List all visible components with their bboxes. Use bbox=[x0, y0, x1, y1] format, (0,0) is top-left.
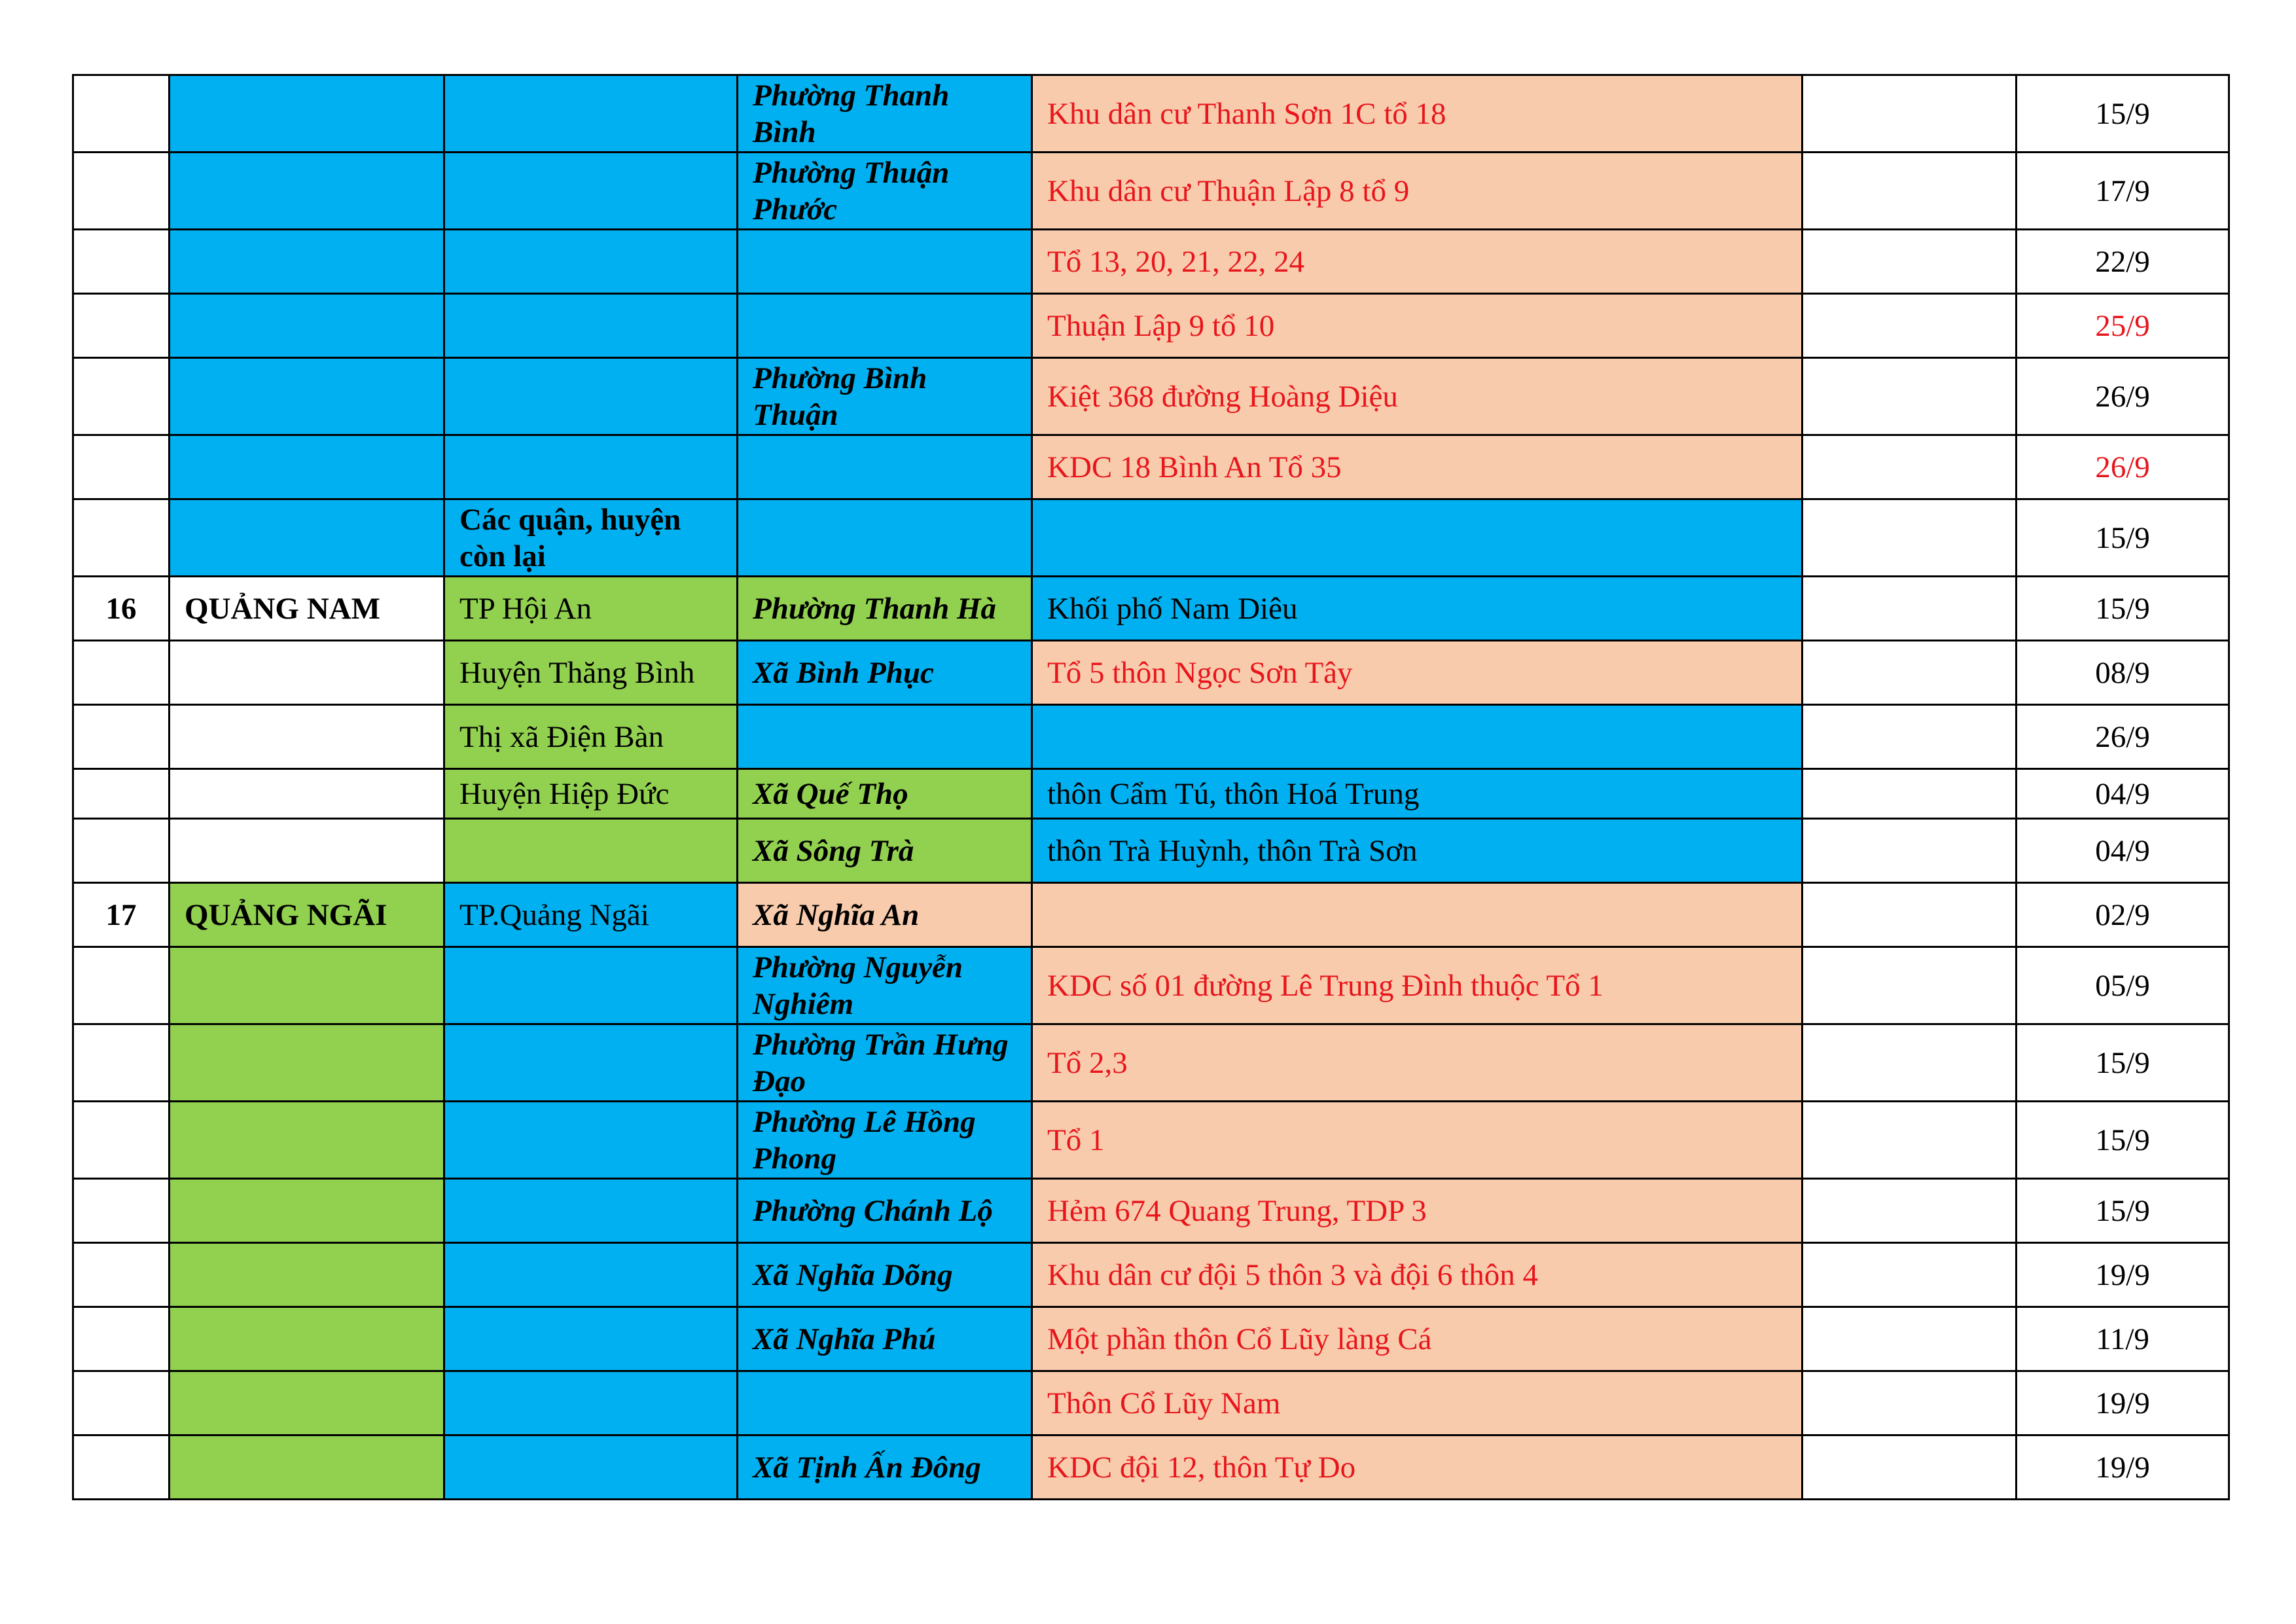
ward-cell: Xã Tịnh Ấn Đông bbox=[738, 1435, 1032, 1500]
area-cell: KDC đội 12, thôn Tự Do bbox=[1032, 1435, 1803, 1500]
empty-cell bbox=[1803, 435, 2017, 499]
area-cell: Một phần thôn Cổ Lũy làng Cá bbox=[1032, 1307, 1803, 1371]
date-cell: 25/9 bbox=[2017, 294, 2229, 358]
province-cell: QUẢNG NAM bbox=[170, 577, 444, 641]
district-cell bbox=[444, 153, 738, 230]
table-row bbox=[73, 499, 2229, 577]
table-row bbox=[73, 294, 2229, 358]
table-row bbox=[73, 1102, 2229, 1179]
table-row bbox=[73, 1435, 2229, 1500]
row-number bbox=[73, 1179, 170, 1243]
ward-cell bbox=[738, 435, 1032, 499]
table-row bbox=[73, 641, 2229, 705]
table-row bbox=[73, 1307, 2229, 1371]
district-cell bbox=[444, 294, 738, 358]
area-cell: Khối phố Nam Diêu bbox=[1032, 577, 1803, 641]
province-cell: QUẢNG NGÃI bbox=[170, 883, 444, 947]
area-cell: Khu dân cư Thanh Sơn 1C tổ 18 bbox=[1032, 75, 1803, 153]
empty-cell bbox=[1803, 294, 2017, 358]
table-row bbox=[73, 1371, 2229, 1435]
row-number bbox=[73, 230, 170, 294]
empty-cell bbox=[1803, 1243, 2017, 1307]
date-cell: 22/9 bbox=[2017, 230, 2229, 294]
row-number bbox=[73, 1435, 170, 1500]
district-cell bbox=[444, 1371, 738, 1435]
province-cell bbox=[170, 705, 444, 769]
date-cell: 04/9 bbox=[2017, 769, 2229, 819]
province-cell bbox=[170, 1243, 444, 1307]
empty-cell bbox=[1803, 1307, 2017, 1371]
province-cell bbox=[170, 641, 444, 705]
area-cell: KDC số 01 đường Lê Trung Đình thuộc Tổ 1 bbox=[1032, 947, 1803, 1024]
row-number bbox=[73, 1243, 170, 1307]
row-number bbox=[73, 499, 170, 577]
empty-cell bbox=[1803, 1024, 2017, 1102]
district-cell bbox=[444, 1435, 738, 1500]
row-number bbox=[73, 358, 170, 435]
district-cell: Thị xã Điện Bàn bbox=[444, 705, 738, 769]
row-number bbox=[73, 1102, 170, 1179]
table-row bbox=[73, 153, 2229, 230]
province-cell bbox=[170, 358, 444, 435]
ward-cell: Phường Thuận Phước bbox=[738, 153, 1032, 230]
province-cell bbox=[170, 499, 444, 577]
province-cell bbox=[170, 75, 444, 153]
table-row bbox=[73, 230, 2229, 294]
ward-cell: Phường Thanh Bình bbox=[738, 75, 1032, 153]
empty-cell bbox=[1803, 1371, 2017, 1435]
area-cell: thôn Cẩm Tú, thôn Hoá Trung bbox=[1032, 769, 1803, 819]
date-cell: 15/9 bbox=[2017, 499, 2229, 577]
province-cell bbox=[170, 1102, 444, 1179]
district-cell: TP.Quảng Ngãi bbox=[444, 883, 738, 947]
area-cell bbox=[1032, 705, 1803, 769]
row-number bbox=[73, 75, 170, 153]
ward-cell: Xã Nghĩa An bbox=[738, 883, 1032, 947]
ward-cell: Phường Trần Hưng Đạo bbox=[738, 1024, 1032, 1102]
ward-cell: Phường Bình Thuận bbox=[738, 358, 1032, 435]
empty-cell bbox=[1803, 1435, 2017, 1500]
table-row bbox=[73, 358, 2229, 435]
district-cell bbox=[444, 230, 738, 294]
ward-cell: Phường Chánh Lộ bbox=[738, 1179, 1032, 1243]
province-cell bbox=[170, 294, 444, 358]
ward-cell: Xã Nghĩa Phú bbox=[738, 1307, 1032, 1371]
row-number bbox=[73, 947, 170, 1024]
date-cell: 15/9 bbox=[2017, 577, 2229, 641]
area-cell: Tổ 2,3 bbox=[1032, 1024, 1803, 1102]
empty-cell bbox=[1803, 705, 2017, 769]
row-number bbox=[73, 1024, 170, 1102]
district-cell bbox=[444, 1102, 738, 1179]
province-cell bbox=[170, 1179, 444, 1243]
ward-cell bbox=[738, 294, 1032, 358]
empty-cell bbox=[1803, 1179, 2017, 1243]
date-cell: 19/9 bbox=[2017, 1435, 2229, 1500]
province-cell bbox=[170, 435, 444, 499]
row-number bbox=[73, 435, 170, 499]
district-cell bbox=[444, 819, 738, 883]
district-cell bbox=[444, 75, 738, 153]
date-cell: 08/9 bbox=[2017, 641, 2229, 705]
row-number: 16 bbox=[73, 577, 170, 641]
ward-cell: Phường Thanh Hà bbox=[738, 577, 1032, 641]
district-cell bbox=[444, 358, 738, 435]
table-row bbox=[73, 75, 2229, 153]
table-row bbox=[73, 705, 2229, 769]
covid-area-table bbox=[72, 74, 2230, 1500]
date-cell: 26/9 bbox=[2017, 358, 2229, 435]
empty-cell bbox=[1803, 230, 2017, 294]
row-number bbox=[73, 705, 170, 769]
province-cell bbox=[170, 819, 444, 883]
row-number bbox=[73, 819, 170, 883]
empty-cell bbox=[1803, 75, 2017, 153]
empty-cell bbox=[1803, 883, 2017, 947]
ward-cell: Xã Nghĩa Dõng bbox=[738, 1243, 1032, 1307]
area-cell: Hẻm 674 Quang Trung, TDP 3 bbox=[1032, 1179, 1803, 1243]
row-number bbox=[73, 153, 170, 230]
date-cell: 02/9 bbox=[2017, 883, 2229, 947]
district-cell: TP Hội An bbox=[444, 577, 738, 641]
area-cell: Thuận Lập 9 tổ 10 bbox=[1032, 294, 1803, 358]
district-cell: Huyện Hiệp Đức bbox=[444, 769, 738, 819]
ward-cell bbox=[738, 705, 1032, 769]
date-cell: 19/9 bbox=[2017, 1371, 2229, 1435]
area-cell: Tổ 1 bbox=[1032, 1102, 1803, 1179]
row-number bbox=[73, 769, 170, 819]
ward-cell: Phường Lê Hồng Phong bbox=[738, 1102, 1032, 1179]
date-cell: 19/9 bbox=[2017, 1243, 2229, 1307]
empty-cell bbox=[1803, 499, 2017, 577]
area-cell: Thôn Cổ Lũy Nam bbox=[1032, 1371, 1803, 1435]
ward-cell bbox=[738, 1371, 1032, 1435]
date-cell: 05/9 bbox=[2017, 947, 2229, 1024]
row-number bbox=[73, 294, 170, 358]
province-cell bbox=[170, 1024, 444, 1102]
date-cell: 15/9 bbox=[2017, 1179, 2229, 1243]
empty-cell bbox=[1803, 769, 2017, 819]
province-cell bbox=[170, 1307, 444, 1371]
table-row bbox=[73, 435, 2229, 499]
table-row bbox=[73, 769, 2229, 819]
ward-cell bbox=[738, 230, 1032, 294]
province-cell bbox=[170, 1435, 444, 1500]
table-row bbox=[73, 577, 2229, 641]
area-cell: Khu dân cư đội 5 thôn 3 và đội 6 thôn 4 bbox=[1032, 1243, 1803, 1307]
empty-cell bbox=[1803, 1102, 2017, 1179]
empty-cell bbox=[1803, 153, 2017, 230]
empty-cell bbox=[1803, 577, 2017, 641]
area-cell: Tổ 13, 20, 21, 22, 24 bbox=[1032, 230, 1803, 294]
empty-cell bbox=[1803, 641, 2017, 705]
date-cell: 26/9 bbox=[2017, 705, 2229, 769]
table-row bbox=[73, 1243, 2229, 1307]
district-cell bbox=[444, 1024, 738, 1102]
date-cell: 26/9 bbox=[2017, 435, 2229, 499]
ward-cell: Phường Nguyễn Nghiêm bbox=[738, 947, 1032, 1024]
table-row bbox=[73, 819, 2229, 883]
district-cell bbox=[444, 1307, 738, 1371]
date-cell: 15/9 bbox=[2017, 1102, 2229, 1179]
district-cell: Các quận, huyện còn lại bbox=[444, 499, 738, 577]
row-number bbox=[73, 1307, 170, 1371]
province-cell bbox=[170, 947, 444, 1024]
province-cell bbox=[170, 1371, 444, 1435]
area-cell: Tổ 5 thôn Ngọc Sơn Tây bbox=[1032, 641, 1803, 705]
row-number: 17 bbox=[73, 883, 170, 947]
ward-cell: Xã Quế Thọ bbox=[738, 769, 1032, 819]
table-row bbox=[73, 1179, 2229, 1243]
district-cell bbox=[444, 1243, 738, 1307]
table-row bbox=[73, 1024, 2229, 1102]
ward-cell bbox=[738, 499, 1032, 577]
ward-cell: Xã Bình Phục bbox=[738, 641, 1032, 705]
table-row bbox=[73, 883, 2229, 947]
area-cell bbox=[1032, 883, 1803, 947]
empty-cell bbox=[1803, 358, 2017, 435]
table-row bbox=[73, 947, 2229, 1024]
district-cell bbox=[444, 1179, 738, 1243]
district-cell: Huyện Thăng Bình bbox=[444, 641, 738, 705]
area-cell: KDC 18 Bình An Tổ 35 bbox=[1032, 435, 1803, 499]
date-cell: 15/9 bbox=[2017, 75, 2229, 153]
date-cell: 04/9 bbox=[2017, 819, 2229, 883]
area-cell bbox=[1032, 499, 1803, 577]
empty-cell bbox=[1803, 819, 2017, 883]
area-cell: thôn Trà Huỳnh, thôn Trà Sơn bbox=[1032, 819, 1803, 883]
province-cell bbox=[170, 153, 444, 230]
ward-cell: Xã Sông Trà bbox=[738, 819, 1032, 883]
date-cell: 15/9 bbox=[2017, 1024, 2229, 1102]
row-number bbox=[73, 1371, 170, 1435]
province-cell bbox=[170, 769, 444, 819]
province-cell bbox=[170, 230, 444, 294]
row-number bbox=[73, 641, 170, 705]
date-cell: 11/9 bbox=[2017, 1307, 2229, 1371]
district-cell bbox=[444, 947, 738, 1024]
empty-cell bbox=[1803, 947, 2017, 1024]
area-cell: Khu dân cư Thuận Lập 8 tổ 9 bbox=[1032, 153, 1803, 230]
area-cell: Kiệt 368 đường Hoàng Diệu bbox=[1032, 358, 1803, 435]
date-cell: 17/9 bbox=[2017, 153, 2229, 230]
district-cell bbox=[444, 435, 738, 499]
